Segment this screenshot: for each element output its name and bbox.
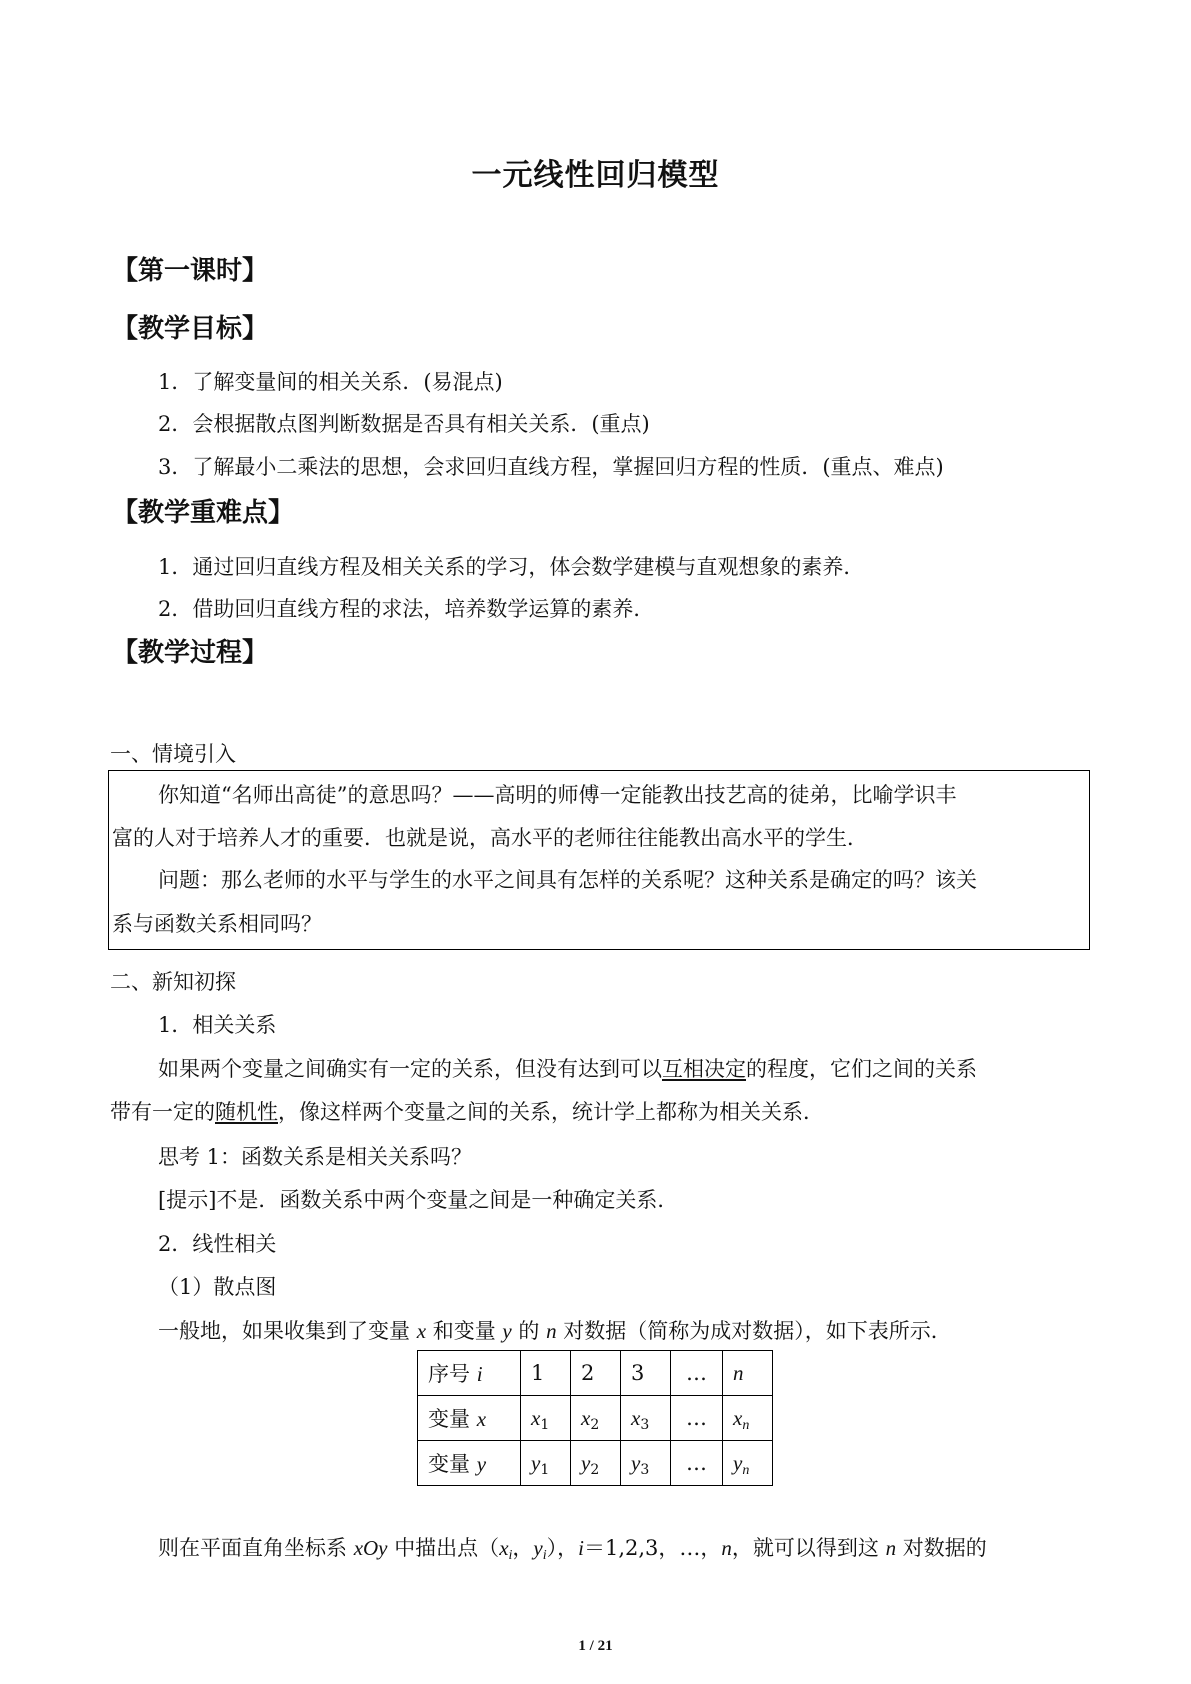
scenario-line: 问题：那么老师的水平与学生的水平之间具有怎样的关系呢？这种关系是确定的吗？该关 [158, 868, 977, 892]
table-header-cell: 变量 x [418, 1396, 521, 1441]
underlined-term: 随机性 [215, 1100, 278, 1124]
subheading-linear: 2．线性相关 [158, 1232, 277, 1256]
table-cell: 3 [621, 1351, 671, 1396]
key-point-item: 1．通过回归直线方程及相关关系的学习，体会数学建模与直观想象的素养． [158, 555, 865, 579]
table-cell: … [671, 1441, 723, 1486]
intro-line: 一般地，如果收集到了变量 x 和变量 y 的 n 对数据（简称为成对数据），如下表所示． [158, 1319, 952, 1343]
scenario-line: 系与函数关系相同吗？ [112, 912, 322, 936]
heading-key-points: 【教学重难点】 [112, 498, 295, 528]
page-number: 1 / 21 [578, 1638, 613, 1654]
subheading-scatter: （1）散点图 [158, 1275, 277, 1299]
heading-process: 【教学过程】 [112, 638, 269, 668]
subheading-correlation: 1．相关关系 [158, 1013, 277, 1037]
table-cell: $y_n$ [723, 1441, 773, 1486]
table-row [418, 1351, 773, 1396]
table-cell: … [671, 1396, 723, 1441]
table-cell: n [723, 1351, 773, 1396]
table-cell: $x_1$ [521, 1396, 571, 1441]
scatter-description-line: 则在平面直角坐标系 xOy 中描出点（$x_i$，$y_i$），i＝1,2,3，…，n，就可以得到这 n 对数据的 [158, 1536, 987, 1563]
hint-answer: [提示]不是．函数关系中两个变量之间是一种确定关系． [158, 1188, 679, 1212]
definition-line: 带有一定的随机性，像这样两个变量之间的关系，统计学上都称为相关关系． [110, 1100, 824, 1124]
paired-data-table [417, 1350, 773, 1486]
scenario-line: 富的人对于培养人才的重要．也就是说，高水平的老师往往能教出高水平的学生． [112, 826, 868, 850]
table-row [418, 1441, 773, 1486]
definition-line: 如果两个变量之间确实有一定的关系，但没有达到可以互相决定的程度，它们之间的关系 [158, 1057, 977, 1081]
table-cell: … [671, 1351, 723, 1396]
section-heading-intro: 一、情境引入 [110, 742, 236, 766]
table-header-cell: 序号 i [418, 1351, 521, 1396]
table-cell: 1 [521, 1351, 571, 1396]
table-header-cell: 变量 y [418, 1441, 521, 1486]
document-title: 一元线性回归模型 [471, 158, 720, 193]
table-cell: $x_3$ [621, 1396, 671, 1441]
goal-item: 3．了解最小二乘法的思想，会求回归直线方程，掌握回归方程的性质．(重点、难点) [158, 455, 944, 479]
section-heading-new: 二、新知初探 [110, 970, 236, 994]
table-cell: $y_1$ [521, 1441, 571, 1486]
table-cell: 2 [571, 1351, 621, 1396]
heading-goals: 【教学目标】 [112, 314, 269, 344]
goal-item: 1．了解变量间的相关关系．(易混点) [158, 370, 503, 394]
table-cell: $x_2$ [571, 1396, 621, 1441]
table-cell: $y_2$ [571, 1441, 621, 1486]
think-question: 思考 1：函数关系是相关关系吗？ [158, 1145, 473, 1169]
table-cell: $x_n$ [723, 1396, 773, 1441]
underlined-term: 互相决定 [662, 1057, 746, 1081]
table-cell: $y_3$ [621, 1441, 671, 1486]
table-row [418, 1396, 773, 1441]
heading-lesson: 【第一课时】 [112, 256, 269, 286]
goal-item: 2．会根据散点图判断数据是否具有相关关系．(重点) [158, 412, 650, 436]
scenario-line: 你知道“名师出高徒”的意思吗？——高明的师傅一定能教出技艺高的徒弟，比喻学识丰 [158, 783, 957, 807]
key-point-item: 2．借助回归直线方程的求法，培养数学运算的素养． [158, 597, 655, 621]
